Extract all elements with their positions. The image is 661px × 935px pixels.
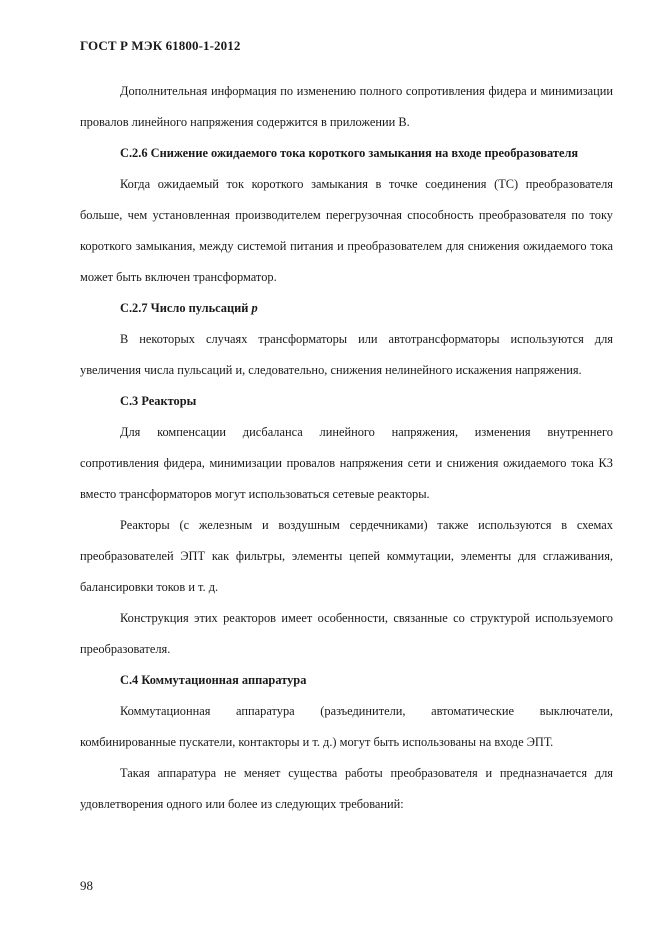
section-heading-c26: С.2.6 Снижение ожидаемого тока короткого замыкания на входе преобразователя	[120, 146, 579, 160]
section-heading-c3: С.3 Реакторы	[120, 394, 197, 408]
paragraph: Конструкция этих реакторов имеет особенности, связанные со структурой используемого преобразователя.	[80, 611, 613, 656]
paragraph: Коммутационная аппаратура (разъединители, автоматические выключатели, комбинированные пускатели, контакторы и т. д.) могут быть использованы на входе ЭПТ.	[80, 704, 613, 749]
section-heading-c4: С.4 Коммутационная аппаратура	[120, 673, 307, 687]
page-number: 98	[80, 878, 93, 893]
paragraph: Когда ожидаемый ток короткого замыкания в точке соединения (ТС) преобразователя больше, чем установленная производителем перегрузочная способность преобразователя по току короткого замыкания, между системой питания и преобразователем для снижения ожидаемого тока может быть включен трансформатор.	[80, 177, 613, 284]
paragraph: Дополнительная информация по изменению полного сопротивления фидера и минимизации провалов линейного напряжения содержится в приложении В.	[80, 84, 613, 129]
heading-symbol: p	[251, 301, 258, 315]
section-heading-c27	[80, 293, 613, 324]
paragraph: Такая аппаратура не меняет существа работы преобразователя и предназначается для удовлетворения одного или более из следующих требований:	[80, 766, 613, 811]
heading-text: С.2.7 Число пульсаций	[120, 301, 249, 315]
paragraph: В некоторых случаях трансформаторы или автотрансформаторы используются для увеличения числа пульсаций и, следовательно, снижения нелинейного искажения напряжения.	[80, 332, 613, 377]
standard-header: ГОСТ Р МЭК 61800-1-2012	[80, 38, 241, 53]
body-text	[80, 76, 613, 820]
paragraph: Реакторы (с железным и воздушным сердечниками) также используются в схемах преобразователей ЭПТ как фильтры, элементы цепей коммутации, элементы для сглаживания, балансировки токов и т. д.	[80, 518, 613, 594]
paragraph: Для компенсации дисбаланса линейного напряжения, изменения внутреннего сопротивления фидера, минимизации провалов напряжения сети и снижения ожидаемого тока КЗ вместо трансформаторов могут использоваться сетевые реакторы.	[80, 425, 613, 501]
